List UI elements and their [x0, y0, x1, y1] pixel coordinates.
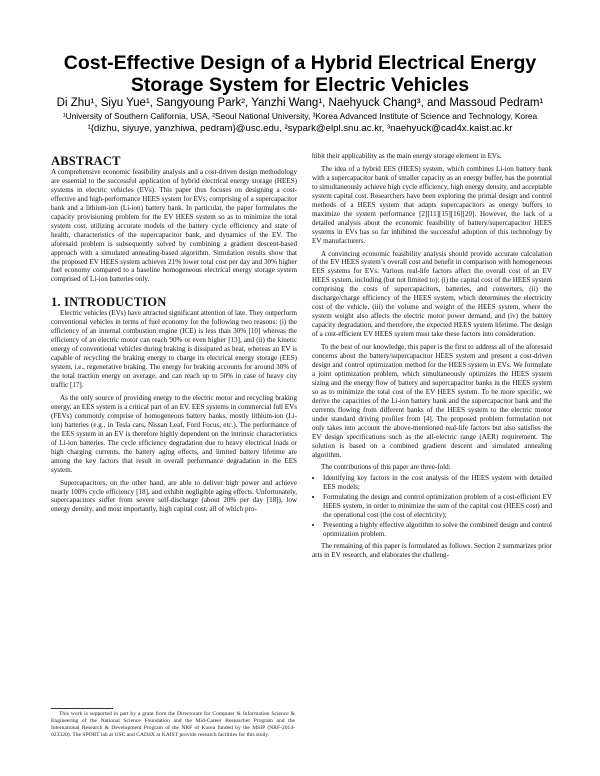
right-paragraph-0: hibit their applicability as the main energy storage element in EVs. — [312, 152, 502, 160]
paper-title — [30, 52, 570, 96]
author-emails: ¹{dizhu, siyuye, yanzhiwa, pedram}@usc.edu, ²sypark@elpl.snu.ac.kr, ³naehyuck@cad4x.kaist.ac.kr — [87, 123, 513, 134]
footnote-divider — [51, 708, 113, 709]
abstract-heading: ABSTRACT — [51, 154, 121, 168]
contributions-list — [312, 474, 552, 539]
right-paragraph-1: The idea of a hybrid EES (HEES) system, which combines Li-ion battery bank with a supercapacitor bank of smaller capacity as an energy buffer, has the potential to simultaneously achieve high cycle efficiency, high energy density, and acceptable system capital cost. Researchers have been exploring the primal design and control methods of a HEES system that adapts supercapacitors as energy buffers to maximize the system performance [2][11][15][16][20]. However, the lack of a detailed analysis about the economic feasibility of battery/supercapacitor HEES systems in EVs has so far inhibited the successful adoption of this technology by EV manufacturers. — [312, 164, 552, 245]
footnote: This work is supported in part by a grant from the Directorate for Computer & Information Science & Engineering of the National Science Foundation and the Mid-Career Researcher Program and the International Research & Development Program of the NRF of Korea funded by the MSIP (NRF-2014-023320). The SPORT lab at USC and CAD4X at KAIST provide research facilities for this study. — [51, 711, 295, 739]
title-line-1: Cost-Effective Design of a Hybrid Electrical Energy — [63, 52, 537, 74]
title-line-2: Storage System for Electric Vehicles — [130, 74, 470, 96]
right-paragraph-2: A convincing economic feasibility analysis should provide accurate calculation of the EV HEES system’s overall cost and benefit in comparison with homogeneous EES systems for EVs. Various real-life factors affect the overall cost of an EV HEES system, including (but not limited to): (i) the capital cost of the HEES system comprising the costs of supercapacitors, batteries, and converters, (ii) the discharge/charge efficiency of the HEES system, which determines the electricity cost of the vehicle, (iii) the volume and weight of the HEES system, where the system weight also affects the electric motor power demand, and (iv) the battery capacity degradation, and therefore, the expected HEES system lifetime. The design of a cost-efficient EV HEES system must take these factors into consideration. — [312, 249, 552, 339]
author-affiliations: ¹University of Southern California, USA, ²Seoul National University, ³Korea Advanced Institute of Science and Technology, Korea — [62, 111, 538, 121]
contributions-intro: The contributions of this paper are three-fold: — [321, 463, 451, 472]
list-item: • Presenting a highly effective algorithm to solve the combined design and control optimization problem. — [323, 521, 552, 539]
intro-paragraph-1: Electric vehicles (EVs) have attracted significant attention of late. They outperform conventional vehicles in terms of fuel economy for the following two reasons: (i) the efficiency of an internal combustion engine (ICE) is less than 30% [10] whereas the efficiency of an electric motor can reach 90% or even higher [13], and (ii) the kinetic energy of conventional vehicles during braking is dissipated as heat, whereas an EV is capable of recycling the braking energy to charge its electrical energy storage (EES) system, i.e., regenerative braking. The energy for braking accounts for around 30% of the total traction energy on average, and can reach up to 50% in case of heavy city traffic [17]. — [51, 309, 297, 390]
left-column — [51, 154, 297, 514]
intro-paragraph-3: Supercapacitors, on the other hand, are able to deliver high power and achieve nearly 100% cycle efficiency [18], and exhibit negligible aging effects. Unfortunately, supercapacitors suffer from severe self-discharge (about 20% per day [18]), low energy density, and most importantly, high capital cost, all of which pro- — [51, 478, 297, 514]
intro-paragraph-2: As the only source of providing energy to the electric motor and recycling braking energy, an EES system is a critical part of an EV. EES systems in commercial full EVs (FEVs) commonly comprise of homogeneous battery banks, mostly lithium-ion (Li-ion) batteries (e.g., in Tesla cars, Nissan Leaf, Ford Focus, etc.). The performance of the EES system in an EV is therefore highly dependent on the intrinsic characteristics of Li-ion batteries. The cycle efficiency degradation due to heavy electrical loads or high charging currents, the battery aging effects, and limited battery lifetime are among the key factors that result in overall performance degradation in the EES system. — [51, 393, 297, 474]
abstract-text: A comprehensive economic feasibility analysis and a cost-driven design methodology are essential to the successful application of hybrid electrical energy storage (HEES) systems in electric vehicles (EVs). This paper thus focuses on designing a cost-effective and high-performance HEES system for EVs, comprising of a supercapacitor bank and a lithium-ion (Li-ion) battery bank. In particular, the paper formulates the capacity provisioning problem for the EV HEES system so as to minimize the total system cost, utilizing accurate models of the battery cycle efficiency and state of health, characteristics of the supercapacitor bank, and dynamics of the EV. The aforesaid problem is subsequently solved by combining a gradient descent-based approach with a simulated annealing-based algorithm. Simulation results show that the proposed EV HEES system achieves 21% lower total cost per day and 30% higher fuel economy compared to a baseline homogeneous electrical energy storage system comprised of Li-ion batteries only. — [51, 168, 297, 284]
right-column — [312, 152, 552, 560]
right-paragraph-3: To the best of our knowledge, this paper is the first to address all of the aforesaid concerns about the battery/supercapacitor HEES system and present a cost-driven design and control optimization method for the HEES system in EVs. We formulate a joint optimization problem, which simultaneously optimizes the HEES system sizing and the energy flow of battery and supercapacitor banks in the HEES system so as to minimize the total cost of the EV HEES system. To be more specific, we derive the capacities of the Li-ion battery bank and the supercapacitor bank and the currents flowing from different banks of the HEES system to the electric motor under standard driving profiles from [4]. The proposed problem formulation not only takes into account the above-mentioned real-life factors but also satisfies the EV design specifications such as the all-electric range (AER) requirement. The solution is based on a combined gradient descent and simulated annealing algorithm. — [312, 343, 552, 459]
introduction-heading: 1. INTRODUCTION — [51, 295, 167, 310]
list-item: • Formulating the design and control optimization problem of a cost-efficient EV HEES system, in order to minimize the sum of the capital cost (HEES cost) and the operational cost (the cost of electricity); — [323, 493, 552, 520]
list-item: • Identifying key factors in the cost analysis of the HEES system with detailed EES models; — [323, 474, 552, 492]
right-paragraph-5: The remaining of this paper is formulated as follows. Section 2 summarizes prior arts in EV research, and elaborates the challeng- — [312, 542, 552, 560]
author-block — [20, 96, 580, 135]
author-names: Di Zhu¹, Siyu Yue¹, Sangyoung Park², Yanzhi Wang¹, Naehyuck Chang³, and Massoud Pedram¹ — [56, 97, 544, 109]
